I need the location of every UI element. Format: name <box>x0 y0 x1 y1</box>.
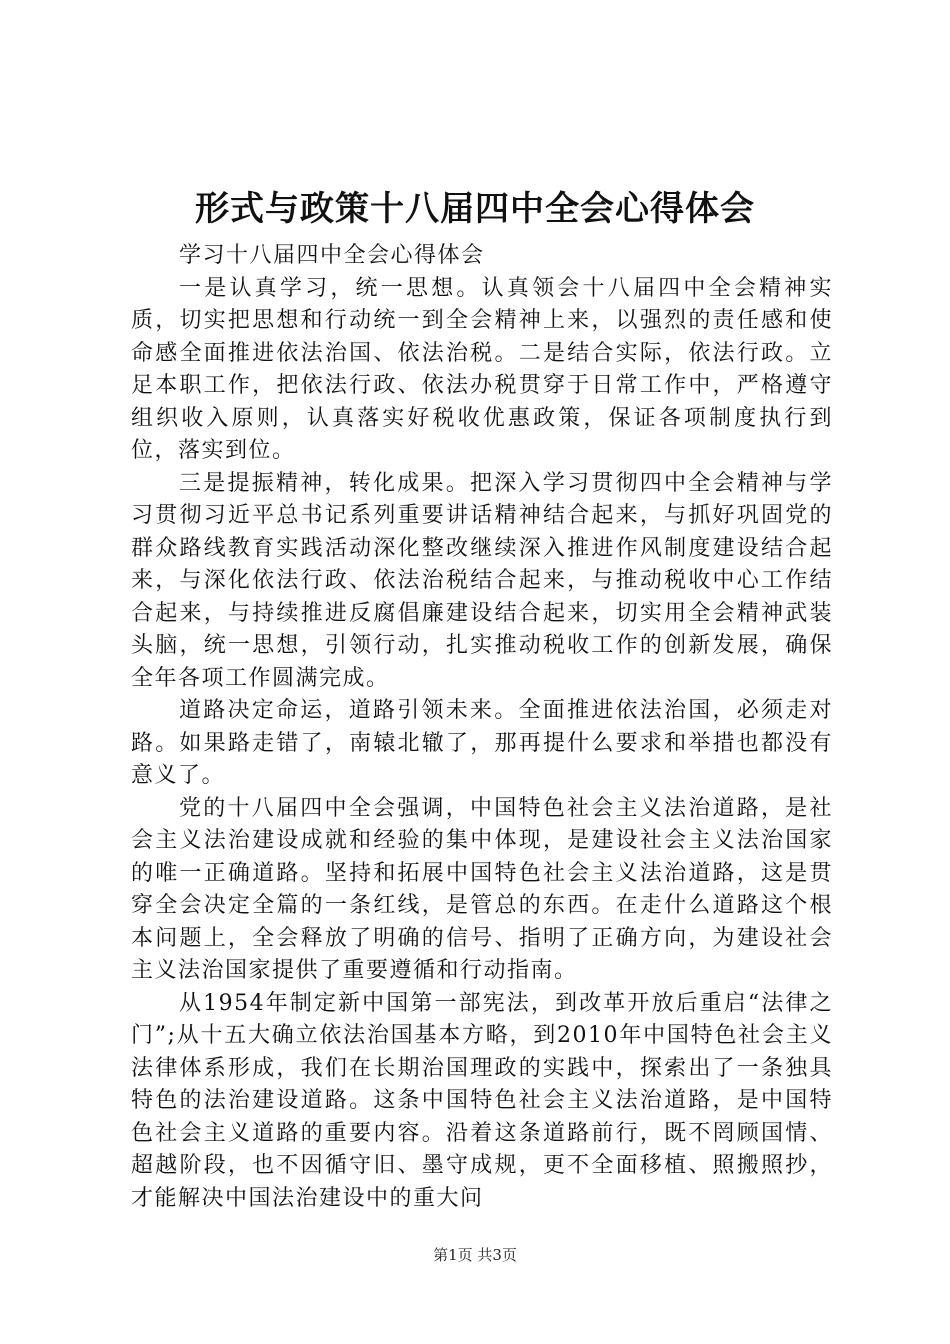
document-title: 形式与政策十八届四中全会心得体会 <box>195 189 755 229</box>
paragraph: 三是提振精神，转化成果。把深入学习贯彻四中全会精神与学习贯彻习近平总书记系列重要讲话精神结合起来，与抓好巩固党的群众路线教育实践活动深化整改继续深入推进作风制度建设结合起来，与深化依法行政、依法治税结合起来，与推动税收中心工作结合起来，与持续推进反腐倡廉建设结合起来，切实用全会精神武装头脑，统一思想，引领行动，扎实推动税收工作的创新发展，确保全年各项工作圆满完成。 <box>131 470 833 691</box>
page-number-footer: 第1页 共3页 <box>433 1246 517 1264</box>
document-body <box>131 240 833 1215</box>
paragraph: 党的十八届四中全会强调，中国特色社会主义法治道路，是社会主义法治建设成就和经验的集中体现，是建设社会主义法治国家的唯一正确道路。坚持和拓展中国特色社会主义法治道路，这是贯穿全会决定全篇的一条红线，是管总的东西。在走什么道路这个根本问题上，全会释放了明确的信号、指明了正确方向，为建设社会主义法治国家提供了重要遵循和行动指南。 <box>131 795 833 983</box>
paragraph-subtitle: 学习十八届四中全会心得体会 <box>179 243 485 268</box>
paragraph: 一是认真学习，统一思想。认真领会十八届四中全会精神实质，切实把思想和行动统一到全会精神上来，以强烈的责任感和使命感全面推进依法治国、依法治税。二是结合实际，依法行政。立足本职工作，把依法行政、依法办税贯穿于日常工作中，严格遵守组织收入原则，认真落实好税收优惠政策，保证各项制度执行到位，落实到位。 <box>131 275 833 463</box>
paragraph: 从1954年制定新中国第一部宪法，到改革开放后重启“法律之门”;从十五大确立依法治国基本方略，到2010年中国特色社会主义法律体系形成，我们在长期治国理政的实践中，探索出了一条独具特色的法治建设道路。这条中国特色社会主义法治道路，是中国特色社会主义道路的重要内容。沿着这条道路前行，既不罔顾国情、超越阶段，也不因循守旧、墨守成规，更不全面移植、照搬照抄，才能解决中国法治建设中的重大问 <box>131 990 833 1211</box>
paragraph: 道路决定命运，道路引领未来。全面推进依法治国，必须走对路。如果路走错了，南辕北辙了，那再提什么要求和举措也都没有意义了。 <box>131 698 833 788</box>
